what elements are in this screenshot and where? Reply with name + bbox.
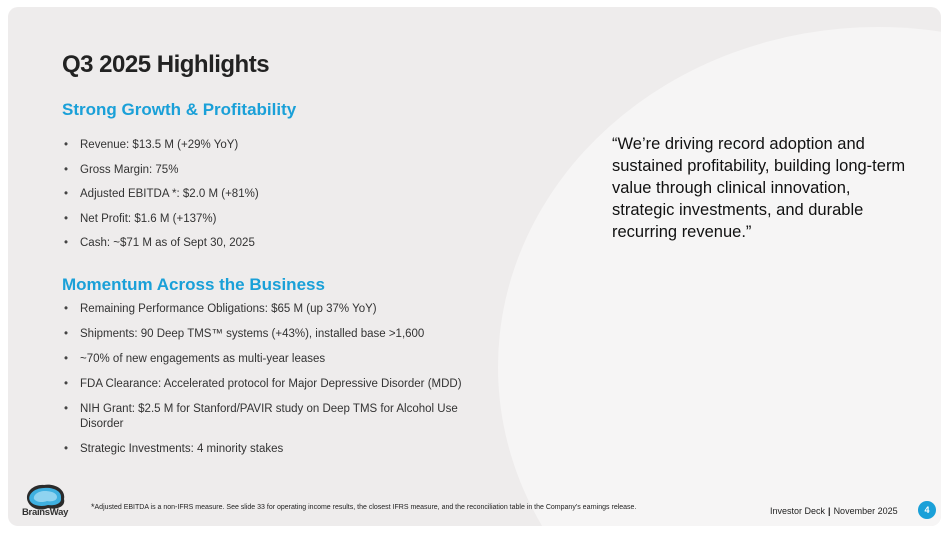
list-item: • Gross Margin: 75% bbox=[62, 163, 482, 178]
section-heading-growth: Strong Growth & Profitability bbox=[62, 100, 297, 119]
logo-wordmark: BrainsWay bbox=[22, 507, 69, 518]
footnote bbox=[91, 502, 741, 512]
list-item: • Revenue: $13.5 M (+29% YoY) bbox=[62, 138, 482, 153]
list-item: • Shipments: 90 Deep TMS™ systems (+43%), installed base >1,600 bbox=[62, 327, 492, 342]
background-arc bbox=[498, 27, 941, 526]
list-item: • FDA Clearance: Accelerated protocol for Major Depressive Disorder (MDD) bbox=[62, 377, 492, 392]
growth-list bbox=[62, 138, 482, 261]
deck-name: Investor Deck bbox=[770, 506, 826, 516]
footnote-mark: * bbox=[91, 502, 95, 512]
deck-label bbox=[770, 506, 898, 516]
momentum-list bbox=[62, 302, 492, 467]
section-heading-momentum: Momentum Across the Business bbox=[62, 275, 325, 294]
list-item: • ~70% of new engagements as multi-year leases bbox=[62, 352, 492, 367]
deck-separator: | bbox=[828, 506, 831, 516]
list-item: • Net Profit: $1.6 M (+137%) bbox=[62, 212, 482, 227]
deck-date: November 2025 bbox=[833, 506, 898, 516]
slide bbox=[8, 7, 941, 526]
footnote-text: Adjusted EBITDA is a non-IFRS measure. See slide 33 for operating income results, the closest IFRS measure, and the reconciliation table in the Company’s earnings release. bbox=[94, 504, 637, 511]
page-title: Q3 2025 Highlights bbox=[62, 51, 270, 78]
list-item: • Cash: ~$71 M as of Sept 30, 2025 bbox=[62, 236, 482, 251]
list-item: • Adjusted EBITDA *: $2.0 M (+81%) bbox=[62, 187, 482, 202]
list-item: • Strategic Investments: 4 minority stakes bbox=[62, 442, 492, 457]
ceo-quote: “We’re driving record adoption and sustained profitability, building long-term value through clinical innovation, strategic investments, and durable recurring revenue.” bbox=[612, 135, 906, 241]
list-item: • Remaining Performance Obligations: $65 M (up 37% YoY) bbox=[62, 302, 492, 317]
page-number-badge: 4 bbox=[918, 501, 936, 519]
list-item: • NIH Grant: $2.5 M for Stanford/PAVIR study on Deep TMS for Alcohol Use Disorder bbox=[62, 402, 492, 432]
